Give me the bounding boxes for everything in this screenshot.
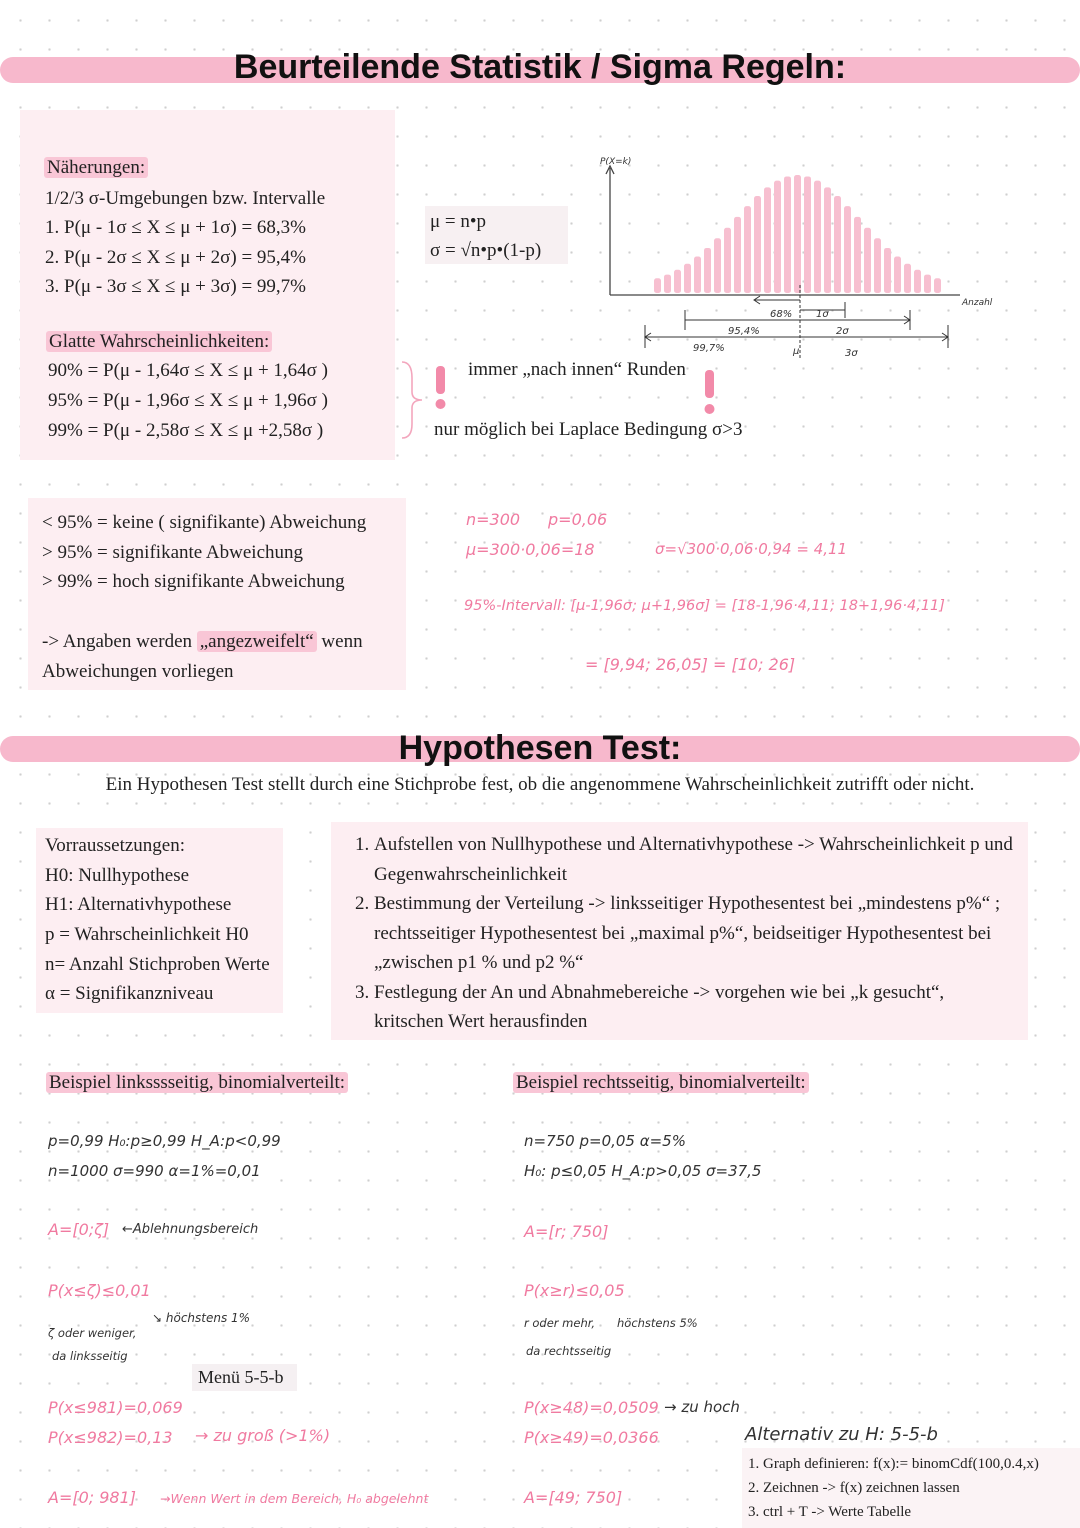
hypo-intro: Ein Hypothesen Test stellt durch eine Stichprobe fest, ob die angenommene Wahrscheinlichkeit zutrifft oder nicht. (105, 774, 975, 795)
distribution-bar (724, 228, 731, 293)
y-axis-label: P(X=k) (600, 157, 632, 167)
req-p: p = Wahrscheinlichkeit H0 (45, 924, 249, 945)
example-n: n=300 (466, 510, 521, 529)
left-a7: ↘ höchstens 1% (152, 1311, 251, 1325)
approximation-1: 1. P(μ - 1σ ≤ X ≤ μ + 1σ) = 68,3% (45, 217, 306, 238)
distribution-bar (744, 206, 751, 293)
right-b4: P(x≥r)≤0,05 (524, 1281, 625, 1300)
distribution-bar (894, 256, 901, 293)
distribution-bar (904, 264, 911, 293)
right-b9: A=[49; 750] (524, 1488, 623, 1507)
left-a3: A=[0;ζ] (48, 1220, 110, 1239)
round-note: immer „nach innen“ Runden (468, 359, 686, 380)
example-sigma: σ=√300·0,06·0,94 = 4,11 (655, 540, 848, 558)
left-example-title: Beispiel linksssseitig, binomialverteilt: (46, 1068, 348, 1098)
right-b5: r oder mehr, (524, 1316, 596, 1330)
distribution-bar (794, 175, 801, 293)
sigma2-label: 2σ (836, 326, 849, 337)
approximation-3: 3. P(μ - 3σ ≤ X ≤ μ + 3σ) = 99,7% (45, 276, 306, 297)
alt-title: Alternativ zu H: 5-5-b (745, 1424, 938, 1445)
distribution-bar (714, 238, 721, 293)
step-3: 3. Festlegung der An und Abnahmebereiche -> vorgehen wie bei „k gesucht“, kritschen Wert herausfinden (374, 978, 1016, 1037)
distribution-chart (590, 150, 1010, 365)
glatte-heading: Glatte Wahrscheinlichkeiten: (46, 327, 272, 357)
laplace-note: nur möglich bei Laplace Bedingung σ>3 (434, 419, 743, 440)
mu-label: μ (793, 346, 800, 357)
alt-step-1: 1. Graph definieren: f(x):= binomCdf(100,0.4,x) (748, 1456, 1039, 1472)
req-heading: Vorraussetzungen: (45, 835, 186, 856)
distribution-bar (654, 278, 661, 293)
alt-step-2: 2. Zeichnen -> f(x) zeichnen lassen (748, 1480, 960, 1496)
distribution-bar (804, 176, 811, 293)
distribution-bar (864, 228, 871, 293)
right-b5b: höchstens 5% (617, 1316, 698, 1330)
req-alpha: α = Signifikanzniveau (45, 983, 214, 1004)
glatte-3: 99% = P(μ - 2,58σ ≤ X ≤ μ +2,58σ ) (48, 420, 324, 441)
right-b7: P(x≥48)=0,0509 (524, 1398, 659, 1417)
right-b6: da rechtsseitig (526, 1344, 612, 1358)
distribution-bar (874, 238, 881, 293)
req-h0: H0: Nullhypothese (45, 865, 190, 886)
distribution-bar (674, 270, 681, 293)
steps-list (346, 830, 1016, 1037)
left-a10b: →Wenn Wert in dem Bereich, H₀ abgelehnt (160, 1491, 429, 1506)
formula-mu: μ = n•p (430, 211, 487, 232)
distribution-bar (774, 181, 781, 293)
left-a9b: → zu groß (>1%) (195, 1426, 331, 1445)
approximation-2: 2. P(μ - 2σ ≤ X ≤ μ + 2σ) = 95,4% (45, 247, 306, 268)
req-h1: H1: Alternativhypothese (45, 894, 232, 915)
approximations-sub: 1/2/3 σ-Umgebungen bzw. Intervalle (45, 188, 326, 209)
exclamation-icon (700, 370, 720, 418)
x-axis-label: Anzahl (962, 298, 993, 308)
distribution-bar (914, 270, 921, 293)
deviation-2: > 95% = signifikante Abweichung (42, 542, 303, 563)
distribution-bar (854, 217, 861, 293)
left-a2: n=1000 σ=990 α=1%=0,01 (48, 1162, 261, 1180)
distribution-bar (884, 248, 891, 293)
distribution-bar (694, 256, 701, 293)
left-a6: da linksseitig (52, 1349, 128, 1363)
menu-label: Menü 5-5-b (198, 1367, 284, 1387)
approximations-heading: Näherungen: (44, 153, 148, 183)
example-interval-result: = [9,94; 26,05] = [10; 26] (585, 655, 796, 674)
deviation-1: < 95% = keine ( signifikante) Abweichung (42, 512, 367, 533)
req-n: n= Anzahl Stichproben Werte (45, 954, 270, 975)
example-mu: μ=300·0,06=18 (466, 540, 595, 559)
formula-sigma: σ = √n•p•(1-p) (430, 240, 542, 261)
distribution-bar (844, 206, 851, 293)
pct95-label: 95,4% (728, 326, 760, 337)
right-b8: P(x≥49)=0,0366 (524, 1428, 659, 1447)
right-b3: A=[r; 750] (524, 1222, 609, 1241)
right-b2: H₀: p≤0,05 H_A:p>0,05 σ=37,5 (524, 1162, 762, 1180)
angaben-line-2: Abweichungen vorliegen (42, 661, 234, 682)
step-2: 2. Bestimmung der Verteilung -> linksseitiger Hypothesentest bei „mindestens p%“ ; rechtsseitiger Hypothesentest bei „maximal p%“, beidseitiger Hypothesentest bei „zwischen p1 % und p2 %“ (374, 889, 1016, 978)
left-a8: P(x≤981)=0,069 (48, 1398, 183, 1417)
distribution-bar (814, 181, 821, 293)
distribution-bar (934, 278, 941, 293)
distribution-bar (664, 275, 671, 293)
distribution-bar (684, 264, 691, 293)
left-a9: P(x≤982)=0,13 (48, 1428, 173, 1447)
distribution-bar (764, 187, 771, 293)
deviation-3: > 99% = hoch signifikante Abweichung (42, 571, 345, 592)
left-a3b: ←Ablehnungsbereich (122, 1222, 259, 1237)
glatte-2: 95% = P(μ - 1,96σ ≤ X ≤ μ + 1,96σ ) (48, 390, 328, 411)
glatte-1: 90% = P(μ - 1,64σ ≤ X ≤ μ + 1,64σ ) (48, 360, 328, 381)
right-b1: n=750 p=0,05 α=5% (524, 1132, 686, 1150)
alt-step-3: 3. ctrl + T -> Werte Tabelle (748, 1504, 912, 1520)
example-p: p=0,06 (548, 510, 608, 529)
sigma3-label: 3σ (845, 348, 858, 359)
distribution-bars (654, 175, 941, 293)
distribution-bar (754, 196, 761, 293)
left-a4: P(x≤ζ)≤0,01 (48, 1281, 151, 1300)
right-example-title: Beispiel rechtsseitig, binomialverteilt: (513, 1068, 809, 1098)
distribution-bar (734, 217, 741, 293)
alt-steps-box (742, 1448, 1080, 1528)
example-interval: 95%-Intervall: [μ-1,96σ; μ+1,96σ] = [18-1,96·4,11; 18+1,96·4,11] (464, 598, 945, 614)
distribution-bar (824, 187, 831, 293)
distribution-bar (834, 196, 841, 293)
left-a1: p=0,99 H₀:p≥0,99 H_A:p<0,99 (48, 1132, 281, 1150)
distribution-bar (924, 275, 931, 293)
distribution-bar (784, 176, 791, 293)
pct68-label: 68% (770, 309, 793, 320)
step-1: 1. Aufstellen von Nullhypothese und Alternativhypothese -> Wahrscheinlichkeit p und Gegenwahrscheinlichkeit (374, 830, 1016, 889)
page-title: Beurteilende Statistik / Sigma Regeln: (233, 48, 847, 86)
sigma1-label: 1σ (816, 309, 829, 320)
hypo-title: Hypothesen Test: (398, 729, 682, 767)
angaben-line: -> Angaben werden „angezweifelt“ wenn (42, 631, 363, 652)
distribution-bar (704, 248, 711, 293)
left-a5: ζ oder weniger, (48, 1326, 137, 1340)
pct99-label: 99,7% (693, 343, 725, 354)
left-a10: A=[0; 981] (48, 1488, 137, 1507)
right-b7b: → zu hoch (664, 1398, 740, 1416)
